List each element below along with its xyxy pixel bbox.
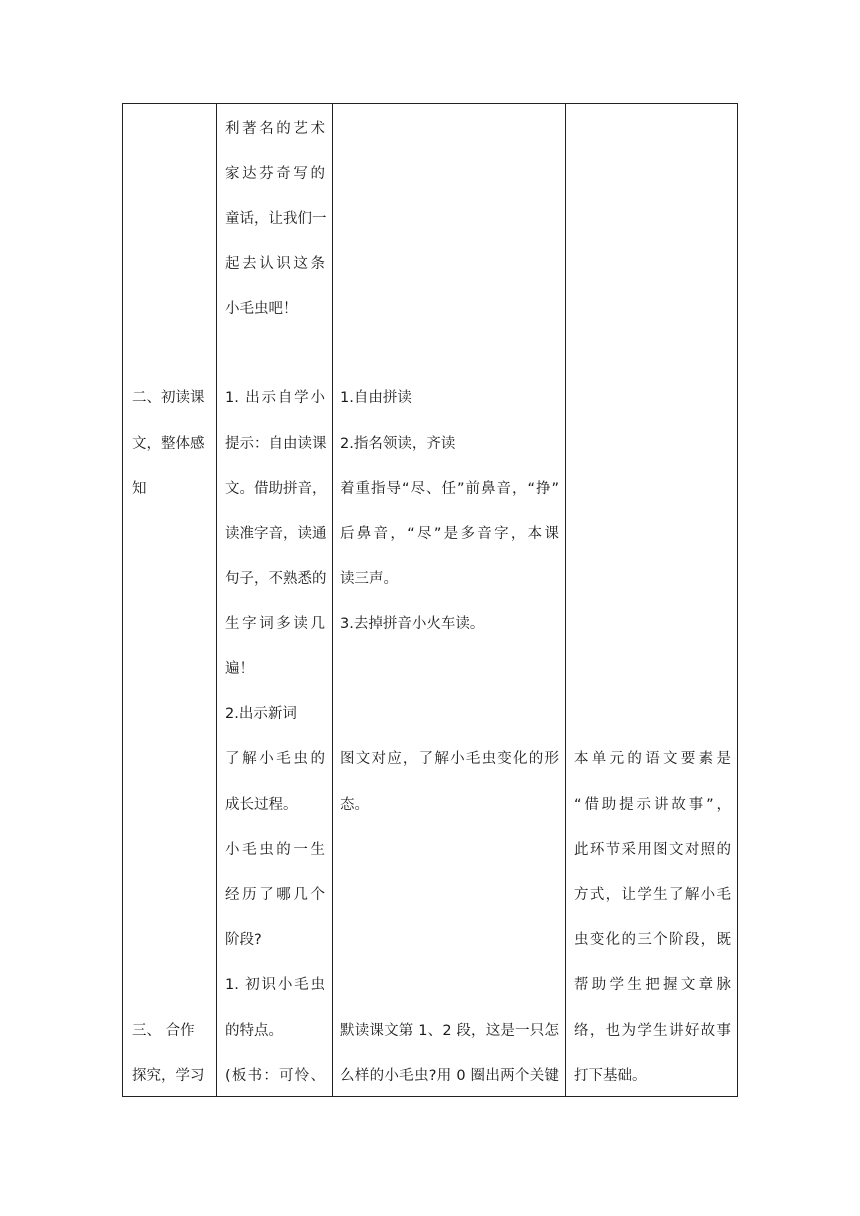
teacher-text-line: 利著名的艺术 bbox=[225, 121, 325, 137]
stage-text-line: 探究，学习 bbox=[132, 1068, 205, 1084]
student-text-line: 着重指导“尽、任”前鼻音，“挣” bbox=[340, 481, 559, 497]
intent-text-line: 帮助学生把握文章脉 bbox=[574, 977, 731, 993]
student-text-line: 态。 bbox=[340, 797, 369, 813]
student-text-line: 图文对应，了解小毛虫变化的形 bbox=[340, 751, 559, 767]
teacher-text-line: 成长过程。 bbox=[225, 797, 298, 813]
intent-text-line: 打下基础。 bbox=[574, 1068, 647, 1084]
stage-text-line: 三、 合作 bbox=[132, 1023, 195, 1039]
student-text-line: 后鼻音，“尽”是多音字，本课 bbox=[340, 526, 559, 542]
column-divider bbox=[565, 104, 566, 1096]
intent-text-line: 本单元的语文要素是 bbox=[574, 751, 731, 767]
teacher-text-line: 1. 初识小毛虫 bbox=[225, 977, 325, 993]
student-text-line: 2.指名领读，齐读 bbox=[340, 436, 456, 452]
student-text-line: 读三声。 bbox=[340, 571, 398, 587]
teacher-text-line: 小毛虫吧！ bbox=[225, 301, 298, 317]
student-text-line: 么样的小毛虫?用 0 圈出两个关键 bbox=[340, 1068, 559, 1084]
teacher-text-line: 读准字音，读通 bbox=[225, 526, 327, 542]
teacher-text-line: 的特点。 bbox=[225, 1023, 283, 1039]
student-text-line: 默读课文第 1、2 段，这是一只怎 bbox=[340, 1023, 559, 1039]
teacher-text-line: 1. 出示自学小 bbox=[225, 390, 325, 406]
teacher-text-line: 小毛虫的一生 bbox=[225, 842, 325, 858]
teacher-text-line: 文。借助拼音， bbox=[225, 481, 327, 497]
stage-text-line: 文，整体感 bbox=[132, 436, 205, 452]
teacher-text-line: 生字词多读几 bbox=[225, 616, 325, 632]
teacher-text-line: 起去认识这条 bbox=[225, 256, 325, 272]
intent-text-line: “借助提示讲故事”， bbox=[574, 797, 731, 813]
teacher-text-line: (板书：可怜、 bbox=[225, 1068, 325, 1084]
column-divider bbox=[332, 104, 333, 1096]
teacher-text-line: 阶段? bbox=[225, 932, 262, 948]
intent-text-line: 虫变化的三个阶段，既 bbox=[574, 932, 731, 948]
teacher-text-line: 家达芬奇写的 bbox=[225, 166, 325, 182]
stage-text-line: 知 bbox=[132, 481, 147, 497]
teacher-text-line: 句子，不熟悉的 bbox=[225, 571, 327, 587]
column-divider bbox=[216, 104, 217, 1096]
student-text-line: 3.去掉拼音小火车读。 bbox=[340, 616, 485, 632]
teacher-text-line: 提示：自由读课 bbox=[225, 436, 327, 452]
intent-text-line: 络，也为学生讲好故事 bbox=[574, 1023, 731, 1039]
teacher-text-line: 遍！ bbox=[225, 661, 254, 677]
teacher-text-line: 2.出示新词 bbox=[225, 706, 297, 722]
teacher-text-line: 童话，让我们一 bbox=[225, 211, 327, 227]
teacher-text-line: 经历了哪几个 bbox=[225, 887, 325, 903]
lesson-plan-table bbox=[122, 103, 738, 1097]
teacher-text-line: 了解小毛虫的 bbox=[225, 751, 325, 767]
intent-text-line: 此环节采用图文对照的 bbox=[574, 842, 731, 858]
stage-text-line: 二、初读课 bbox=[132, 390, 205, 406]
student-text-line: 1.自由拼读 bbox=[340, 390, 412, 406]
intent-text-line: 方式，让学生了解小毛 bbox=[574, 887, 731, 903]
